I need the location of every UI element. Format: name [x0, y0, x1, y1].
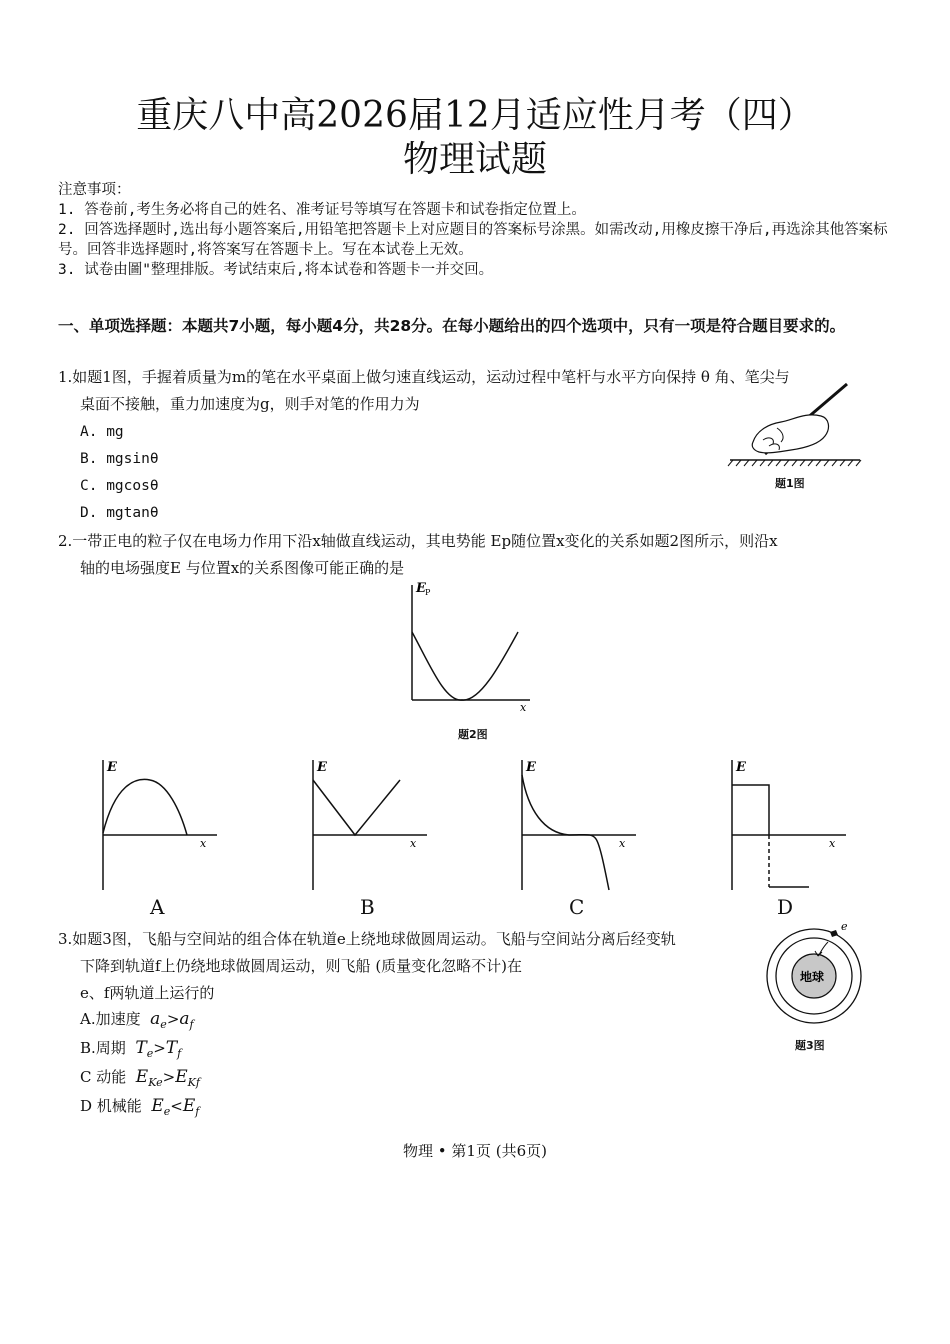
- q2-caption: 题2图: [458, 728, 488, 741]
- gt-sign: >: [162, 1068, 176, 1086]
- q2-line1: 2.一带正电的粒子仅在电场力作用下沿x轴做直线运动，其电势能 Ep随位置x变化的关系如题2图所示，则沿x: [58, 532, 778, 550]
- q1-line2: 桌面不接触，重力加速度为g，则手对笔的作用力为: [80, 395, 420, 413]
- q3-option-b-label: B.周期: [80, 1039, 126, 1057]
- note-item: 3. 试卷由圖"整理排版。考试结束后,将本试卷和答题卡一并交回。: [58, 262, 494, 278]
- symbol-E: E: [151, 1096, 164, 1116]
- q3-option-b: [80, 1037, 181, 1060]
- option-b-letter: B: [360, 895, 375, 919]
- section-heading: 一、单项选择题：本题共7小题，每小题4分，共28分。在每小题给出的四个选项中，只有一项是符合题目要求的。: [58, 317, 846, 335]
- hand-pen-figure: [725, 382, 865, 467]
- x-axis-label: x: [200, 837, 207, 850]
- option-c-letter: C: [569, 895, 585, 919]
- ep-axis-sub: P: [425, 588, 431, 597]
- symbol-T: T: [165, 1038, 178, 1058]
- x-axis-label: x: [520, 701, 527, 714]
- q3-option-a-label: A.加速度: [80, 1010, 141, 1028]
- x-axis-label: x: [410, 837, 417, 850]
- x-axis-label: x: [829, 837, 836, 850]
- q1-option-b: B. mgsinθ: [80, 451, 159, 467]
- lt-sign: <: [170, 1097, 183, 1115]
- sub-e: e: [160, 1018, 167, 1031]
- e-axis-label: E: [107, 760, 117, 775]
- q1-option-c: C. mgcosθ: [80, 478, 159, 494]
- ep-x-graph: [400, 580, 540, 715]
- q3-option-d-label: D 机械能: [80, 1097, 142, 1115]
- e-axis-label: E: [317, 760, 327, 775]
- q1-option-d: D. mgtanθ: [80, 505, 159, 521]
- symbol-a: a: [179, 1009, 190, 1029]
- symbol-E: E: [135, 1067, 149, 1087]
- sub-f: f: [177, 1047, 182, 1060]
- sub-e: e: [163, 1105, 171, 1118]
- notes-heading: 注意事项：: [58, 182, 131, 198]
- gt-sign: >: [166, 1010, 180, 1028]
- notes-block: [58, 180, 898, 280]
- option-b-graph: [305, 755, 435, 895]
- symbol-E: E: [175, 1067, 188, 1087]
- q3-option-c: [80, 1066, 200, 1089]
- q3-option-c-label: C 动能: [80, 1068, 127, 1086]
- e-axis-label: E: [736, 760, 746, 775]
- question-3: [58, 926, 758, 1007]
- sub-Ke: Ke: [148, 1076, 163, 1089]
- symbol-E: E: [182, 1096, 196, 1116]
- q3-caption: 题3图: [795, 1039, 825, 1052]
- option-d-letter: D: [777, 895, 794, 919]
- question-2: [58, 528, 903, 582]
- e-axis-label: E: [526, 760, 536, 775]
- subject-title: 物理试题: [402, 139, 547, 180]
- sub-e: e: [146, 1047, 154, 1060]
- sub-f: f: [195, 1105, 200, 1118]
- option-c-graph: [514, 755, 644, 895]
- gt-sign: >: [153, 1039, 166, 1057]
- q3-line2: 下降到轨道f上仍绕地球做圆周运动，则飞船 (质量变化忽略不计)在: [80, 957, 523, 975]
- ep-axis-label: E: [416, 581, 426, 596]
- q3-option-a: [80, 1008, 194, 1031]
- q3-line3: e、f两轨道上运行的: [80, 984, 215, 1002]
- symbol-T: T: [135, 1038, 147, 1058]
- option-a-letter: A: [150, 895, 165, 919]
- q2-line2: 轴的电场强度E 与位置x的关系图像可能正确的是: [80, 559, 405, 577]
- earth-label: 地球: [800, 970, 825, 984]
- q1-caption: 题1图: [775, 477, 805, 490]
- q1-option-a: A. mg: [80, 424, 124, 440]
- sub-f: f: [189, 1018, 194, 1031]
- q1-line1: 1.如题1图，手握着质量为m的笔在水平桌面上做匀速直线运动，运动过程中笔杆与水平方向保持 θ 角、笔尖与: [58, 368, 790, 386]
- note-item: 2. 回答选择题时,选出每小题答案后,用铅笔把答题卡上对应题目的答案标号涂黑。如需改动,用橡皮擦干净后,再选涂其他答案标号。回答非选择题时,将答案写在答题卡上。写在本试卷上无效。: [58, 222, 888, 258]
- exam-title: 重庆八中高2026届12月适应性月考（四）: [136, 95, 814, 136]
- option-d-graph: [724, 755, 854, 895]
- sub-Kf: Kf: [187, 1076, 200, 1089]
- q3-option-d: [80, 1095, 199, 1118]
- q3-line1: 3.如题3图，飞船与空间站的组合体在轨道e上绕地球做圆周运动。飞船与空间站分离后经变轨: [58, 930, 676, 948]
- x-axis-label: x: [619, 837, 626, 850]
- page-footer: 物理 • 第1页 (共6页): [403, 1142, 547, 1160]
- orbit-figure: [762, 918, 872, 1033]
- orbit-e-label: e: [841, 920, 848, 933]
- note-item: 1. 答卷前,考生务必将自己的姓名、准考证号等填写在答题卡和试卷指定位置上。: [58, 202, 586, 218]
- symbol-a: a: [150, 1009, 161, 1029]
- option-a-graph: [95, 755, 225, 895]
